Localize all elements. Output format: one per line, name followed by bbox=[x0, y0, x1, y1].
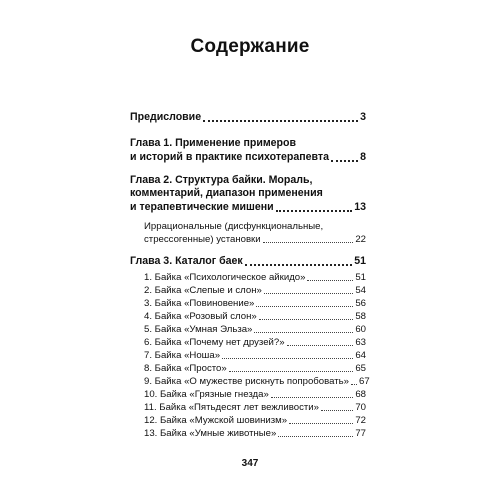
page-number: 347 bbox=[241, 458, 259, 469]
toc-item-label: 11. Байка «Пятьдесят лет вежливости» bbox=[144, 402, 319, 413]
dot-leader bbox=[256, 297, 353, 307]
toc-item-page: 67 bbox=[358, 376, 370, 387]
dot-leader bbox=[307, 271, 353, 281]
toc-entry-label-line: и терапевтические мишени bbox=[130, 201, 274, 213]
toc-item-page: 72 bbox=[355, 415, 366, 426]
dot-leader bbox=[254, 323, 353, 333]
page-title: Содержание bbox=[190, 36, 310, 57]
toc-entry-label: Глава 3. Каталог баек bbox=[130, 255, 243, 267]
toc-item bbox=[130, 323, 366, 336]
dot-leader bbox=[351, 375, 357, 385]
toc-entry-label-line: комментарий, диапазон применения bbox=[130, 187, 323, 199]
toc-item-page: 70 bbox=[355, 402, 366, 413]
dot-leader bbox=[276, 200, 353, 212]
toc-item-page: 64 bbox=[355, 350, 366, 361]
toc-entry-chapter-2 bbox=[130, 174, 366, 214]
toc-item-page: 68 bbox=[355, 389, 366, 400]
dot-leader bbox=[331, 150, 358, 162]
dot-leader bbox=[222, 349, 353, 359]
toc-item-page: 60 bbox=[355, 324, 366, 335]
toc-item-label: 3. Байка «Повиновение» bbox=[144, 298, 255, 309]
toc-item bbox=[130, 414, 366, 427]
toc-item-label: 6. Байка «Почему нет друзей?» bbox=[144, 337, 285, 348]
toc-item bbox=[130, 271, 366, 284]
dot-leader bbox=[229, 362, 354, 372]
toc-item bbox=[130, 388, 366, 401]
toc-item-label: 2. Байка «Слепые и слон» bbox=[144, 285, 262, 296]
toc-item-page: 51 bbox=[355, 272, 366, 283]
toc-item-page: 58 bbox=[355, 311, 366, 322]
toc-item bbox=[130, 349, 366, 362]
toc-item-page: 56 bbox=[355, 298, 366, 309]
toc-item-page: 77 bbox=[355, 428, 366, 439]
dot-leader bbox=[259, 310, 354, 320]
toc-item bbox=[130, 310, 366, 323]
toc-entry-label-line: и историй в практике психотерапевта bbox=[130, 151, 329, 163]
dot-leader bbox=[271, 388, 354, 398]
toc-item bbox=[130, 362, 366, 375]
toc-item bbox=[130, 427, 366, 440]
toc-entry-page: 51 bbox=[354, 255, 366, 267]
toc-item-label: 5. Байка «Умная Эльза» bbox=[144, 324, 253, 335]
dot-leader bbox=[278, 427, 353, 437]
dot-leader bbox=[264, 284, 353, 294]
toc-entry-chapter-1 bbox=[130, 137, 366, 164]
toc-entry-page: 3 bbox=[360, 111, 366, 123]
toc-item-label: 8. Байка «Просто» bbox=[144, 363, 227, 374]
toc-item bbox=[130, 284, 366, 297]
toc-entry-label-line: Глава 2. Структура байки. Мораль, bbox=[130, 174, 313, 186]
dot-leader bbox=[287, 336, 354, 346]
toc-entry-label-line: Глава 1. Применение примеров bbox=[130, 137, 297, 149]
toc-item-label: 12. Байка «Мужской шовинизм» bbox=[144, 415, 288, 426]
toc-item-page: 63 bbox=[355, 337, 366, 348]
toc-entry-page: 22 bbox=[355, 234, 366, 245]
dot-leader bbox=[263, 233, 354, 243]
dot-leader bbox=[203, 110, 358, 122]
toc-item-page: 54 bbox=[355, 285, 366, 296]
toc-item bbox=[130, 336, 366, 349]
toc-item-page: 65 bbox=[355, 363, 366, 374]
dot-leader bbox=[321, 401, 353, 411]
toc-entry-page: 13 bbox=[354, 201, 366, 213]
toc-entry-page: 8 bbox=[360, 151, 366, 163]
dot-leader bbox=[289, 414, 353, 424]
toc-item-label: 7. Байка «Ноша» bbox=[144, 350, 221, 361]
toc-item bbox=[130, 375, 370, 388]
toc-entry-label-line: стрессогенные) установки bbox=[144, 234, 261, 245]
dot-leader bbox=[245, 254, 353, 266]
toc-item-label: 10. Байка «Грязные гнезда» bbox=[144, 389, 269, 400]
toc-item-label: 1. Байка «Психологическое айкидо» bbox=[144, 272, 306, 283]
table-of-contents bbox=[130, 110, 370, 440]
toc-item-label: 4. Байка «Розовый слон» bbox=[144, 311, 257, 322]
toc-item-label: 9. Байка «О мужестве рискнуть попробовать» bbox=[144, 376, 349, 387]
toc-item bbox=[130, 401, 366, 414]
toc-item bbox=[130, 297, 366, 310]
toc-entry-label-line: Иррациональные (дисфункциональные, bbox=[144, 221, 324, 232]
toc-entry-chapter-3 bbox=[130, 254, 366, 268]
toc-entry-preface bbox=[130, 110, 366, 124]
toc-entry-irrational-beliefs bbox=[130, 220, 366, 246]
toc-item-label: 13. Байка «Умные животные» bbox=[144, 428, 277, 439]
toc-entry-label: Предисловие bbox=[130, 111, 202, 123]
